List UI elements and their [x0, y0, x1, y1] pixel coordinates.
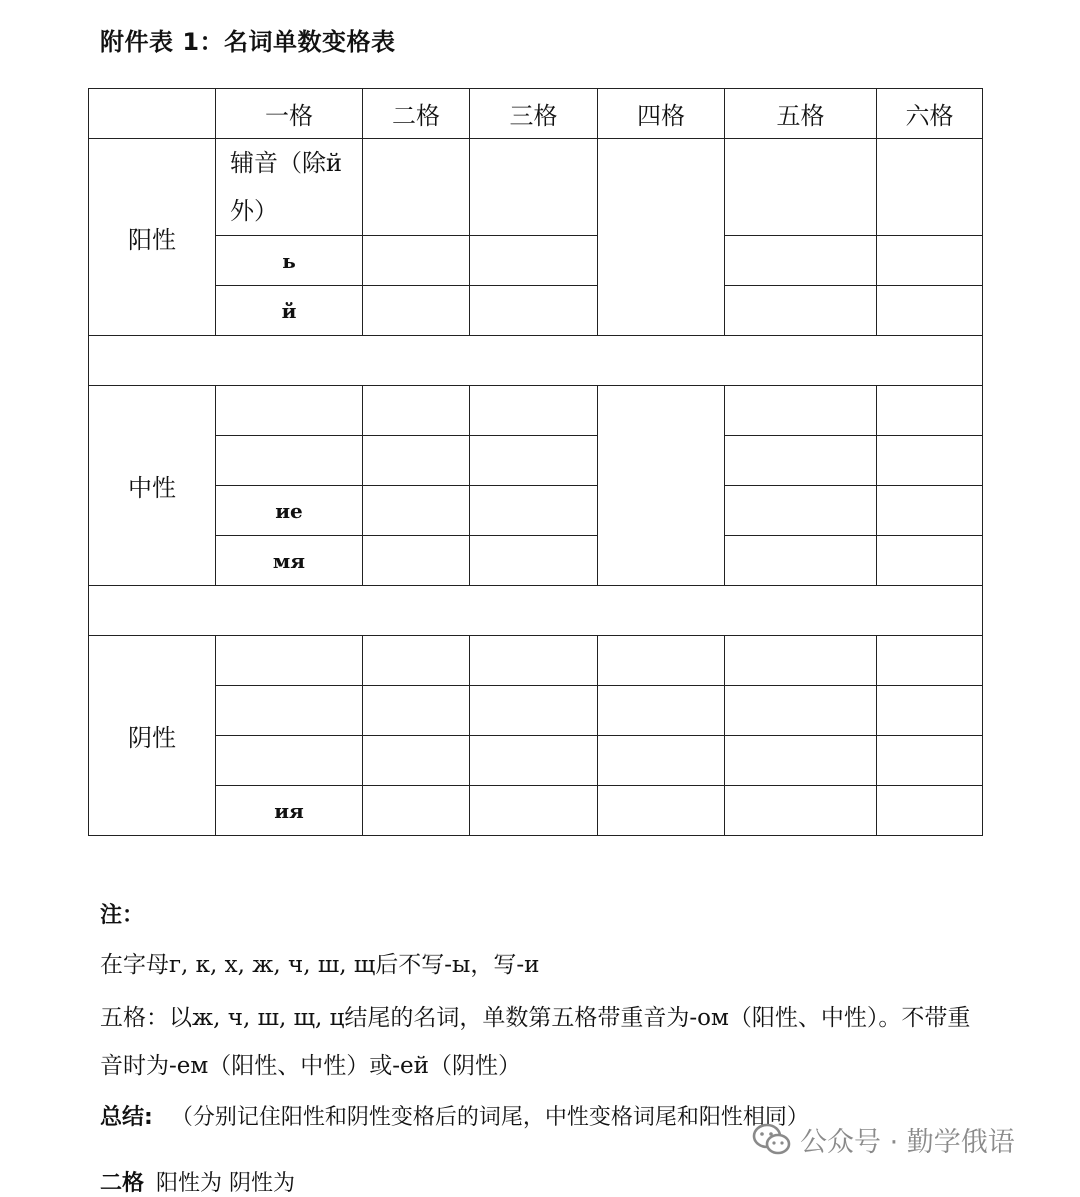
table-cell: [725, 436, 877, 486]
watermark: [752, 1120, 1015, 1159]
declension-table: [88, 88, 983, 836]
table-cell: [877, 236, 983, 286]
table-row: [89, 736, 983, 786]
table-cell: [470, 736, 598, 786]
table-cell: [725, 286, 877, 336]
ending-cell: [216, 386, 363, 436]
table-cell: [470, 386, 598, 436]
table-cell: [877, 386, 983, 436]
table-row: [89, 686, 983, 736]
table-cell-wide: [89, 336, 983, 386]
table-cell-wide: [89, 586, 983, 636]
table-cell: [470, 236, 598, 286]
table-cell: [363, 636, 470, 686]
gender-neuter: 中性: [89, 386, 216, 586]
table-cell: [877, 139, 983, 236]
table-cell: [470, 686, 598, 736]
header-case-2: 二格: [363, 89, 470, 139]
table-cell: [363, 786, 470, 836]
separator-row: [89, 586, 983, 636]
table-cell: [598, 636, 725, 686]
table-cell: [725, 536, 877, 586]
table-cell: [877, 636, 983, 686]
table-cell: [470, 486, 598, 536]
table-cell: [725, 486, 877, 536]
ending-cell: [216, 686, 363, 736]
table-cell: [877, 286, 983, 336]
separator-row: [89, 336, 983, 386]
table-cell: [363, 486, 470, 536]
gender-masculine: 阳性: [89, 139, 216, 336]
notes-heading: 注：: [100, 903, 145, 928]
table-cell: [470, 139, 598, 236]
header-case-1: 一格: [216, 89, 363, 139]
wechat-icon: [752, 1123, 792, 1157]
table-cell: [363, 536, 470, 586]
table-cell: [725, 139, 877, 236]
note-line-2: 五格：以ж, ч, ш, щ, ц结尾的名词，单数第五格带重音为-ом（阳性、中性）。不带重音时为-ем（阳性、中性）或-ей（阴性）: [100, 1005, 971, 1079]
header-case-6: 六格: [877, 89, 983, 139]
summary-text: （分别记住阳性和阴性变格后的词尾，中性变格词尾和阳性相同）: [170, 1105, 809, 1130]
ending-mya: мя: [216, 536, 363, 586]
watermark-text: 公众号 · 勤学俄语: [800, 1127, 1015, 1158]
table-cell: [363, 139, 470, 236]
table-cell: [363, 436, 470, 486]
table-cell: [877, 486, 983, 536]
table-cell: [363, 286, 470, 336]
table-cell: [470, 636, 598, 686]
summary: [100, 1100, 809, 1131]
ending-cell: [216, 636, 363, 686]
table-cell: [470, 786, 598, 836]
table-cell: [725, 636, 877, 686]
header-case-5: 五格: [725, 89, 877, 139]
table-cell: [725, 736, 877, 786]
table-row: [89, 486, 983, 536]
table-cell: [470, 436, 598, 486]
ending-iya: ия: [216, 786, 363, 836]
header-row: [89, 89, 983, 139]
table-row: [89, 386, 983, 436]
summary-label: 总结:: [100, 1105, 153, 1130]
table-row: [89, 786, 983, 836]
table-row: [89, 236, 983, 286]
table-cell: [877, 686, 983, 736]
table-cell: [363, 386, 470, 436]
table-cell: [598, 736, 725, 786]
table-cell: [877, 736, 983, 786]
document-title: 附件表 1：名词单数变格表: [100, 28, 396, 56]
table-cell: [598, 686, 725, 736]
table-cell: [725, 386, 877, 436]
table-cell: [470, 286, 598, 336]
ending-short-i: й: [216, 286, 363, 336]
table-cell: [877, 436, 983, 486]
gender-feminine: 阴性: [89, 636, 216, 836]
table-cell: [363, 236, 470, 286]
note-line-1: 在字母г, к, х, ж, ч, ш, щ后不写-ы，写-и: [100, 952, 540, 978]
table-row: [89, 636, 983, 686]
ending-cell: [216, 436, 363, 486]
table-row: [89, 286, 983, 336]
table-cell: [470, 536, 598, 586]
table-cell: [725, 686, 877, 736]
ending-ie: ие: [216, 486, 363, 536]
table-cell: [363, 736, 470, 786]
table-cell: [877, 536, 983, 586]
header-case-4: 四格: [598, 89, 725, 139]
table-cell: [725, 236, 877, 286]
table-cell: [877, 786, 983, 836]
ending-consonant: 辅音（除й外）: [216, 139, 363, 236]
table-cell: [725, 786, 877, 836]
table-row: [89, 436, 983, 486]
header-case-3: 三格: [470, 89, 598, 139]
table-cell: [363, 686, 470, 736]
next-line-label: 二格: [100, 1171, 145, 1196]
table-row: [89, 536, 983, 586]
table-cell-merged: [598, 386, 725, 586]
ending-soft-sign: ь: [216, 236, 363, 286]
header-cell-empty: [89, 89, 216, 139]
ending-cell: [216, 736, 363, 786]
table-cell: [598, 786, 725, 836]
table-cell-merged: [598, 139, 725, 336]
next-line-text: 阳性为 阴性为: [156, 1171, 296, 1196]
